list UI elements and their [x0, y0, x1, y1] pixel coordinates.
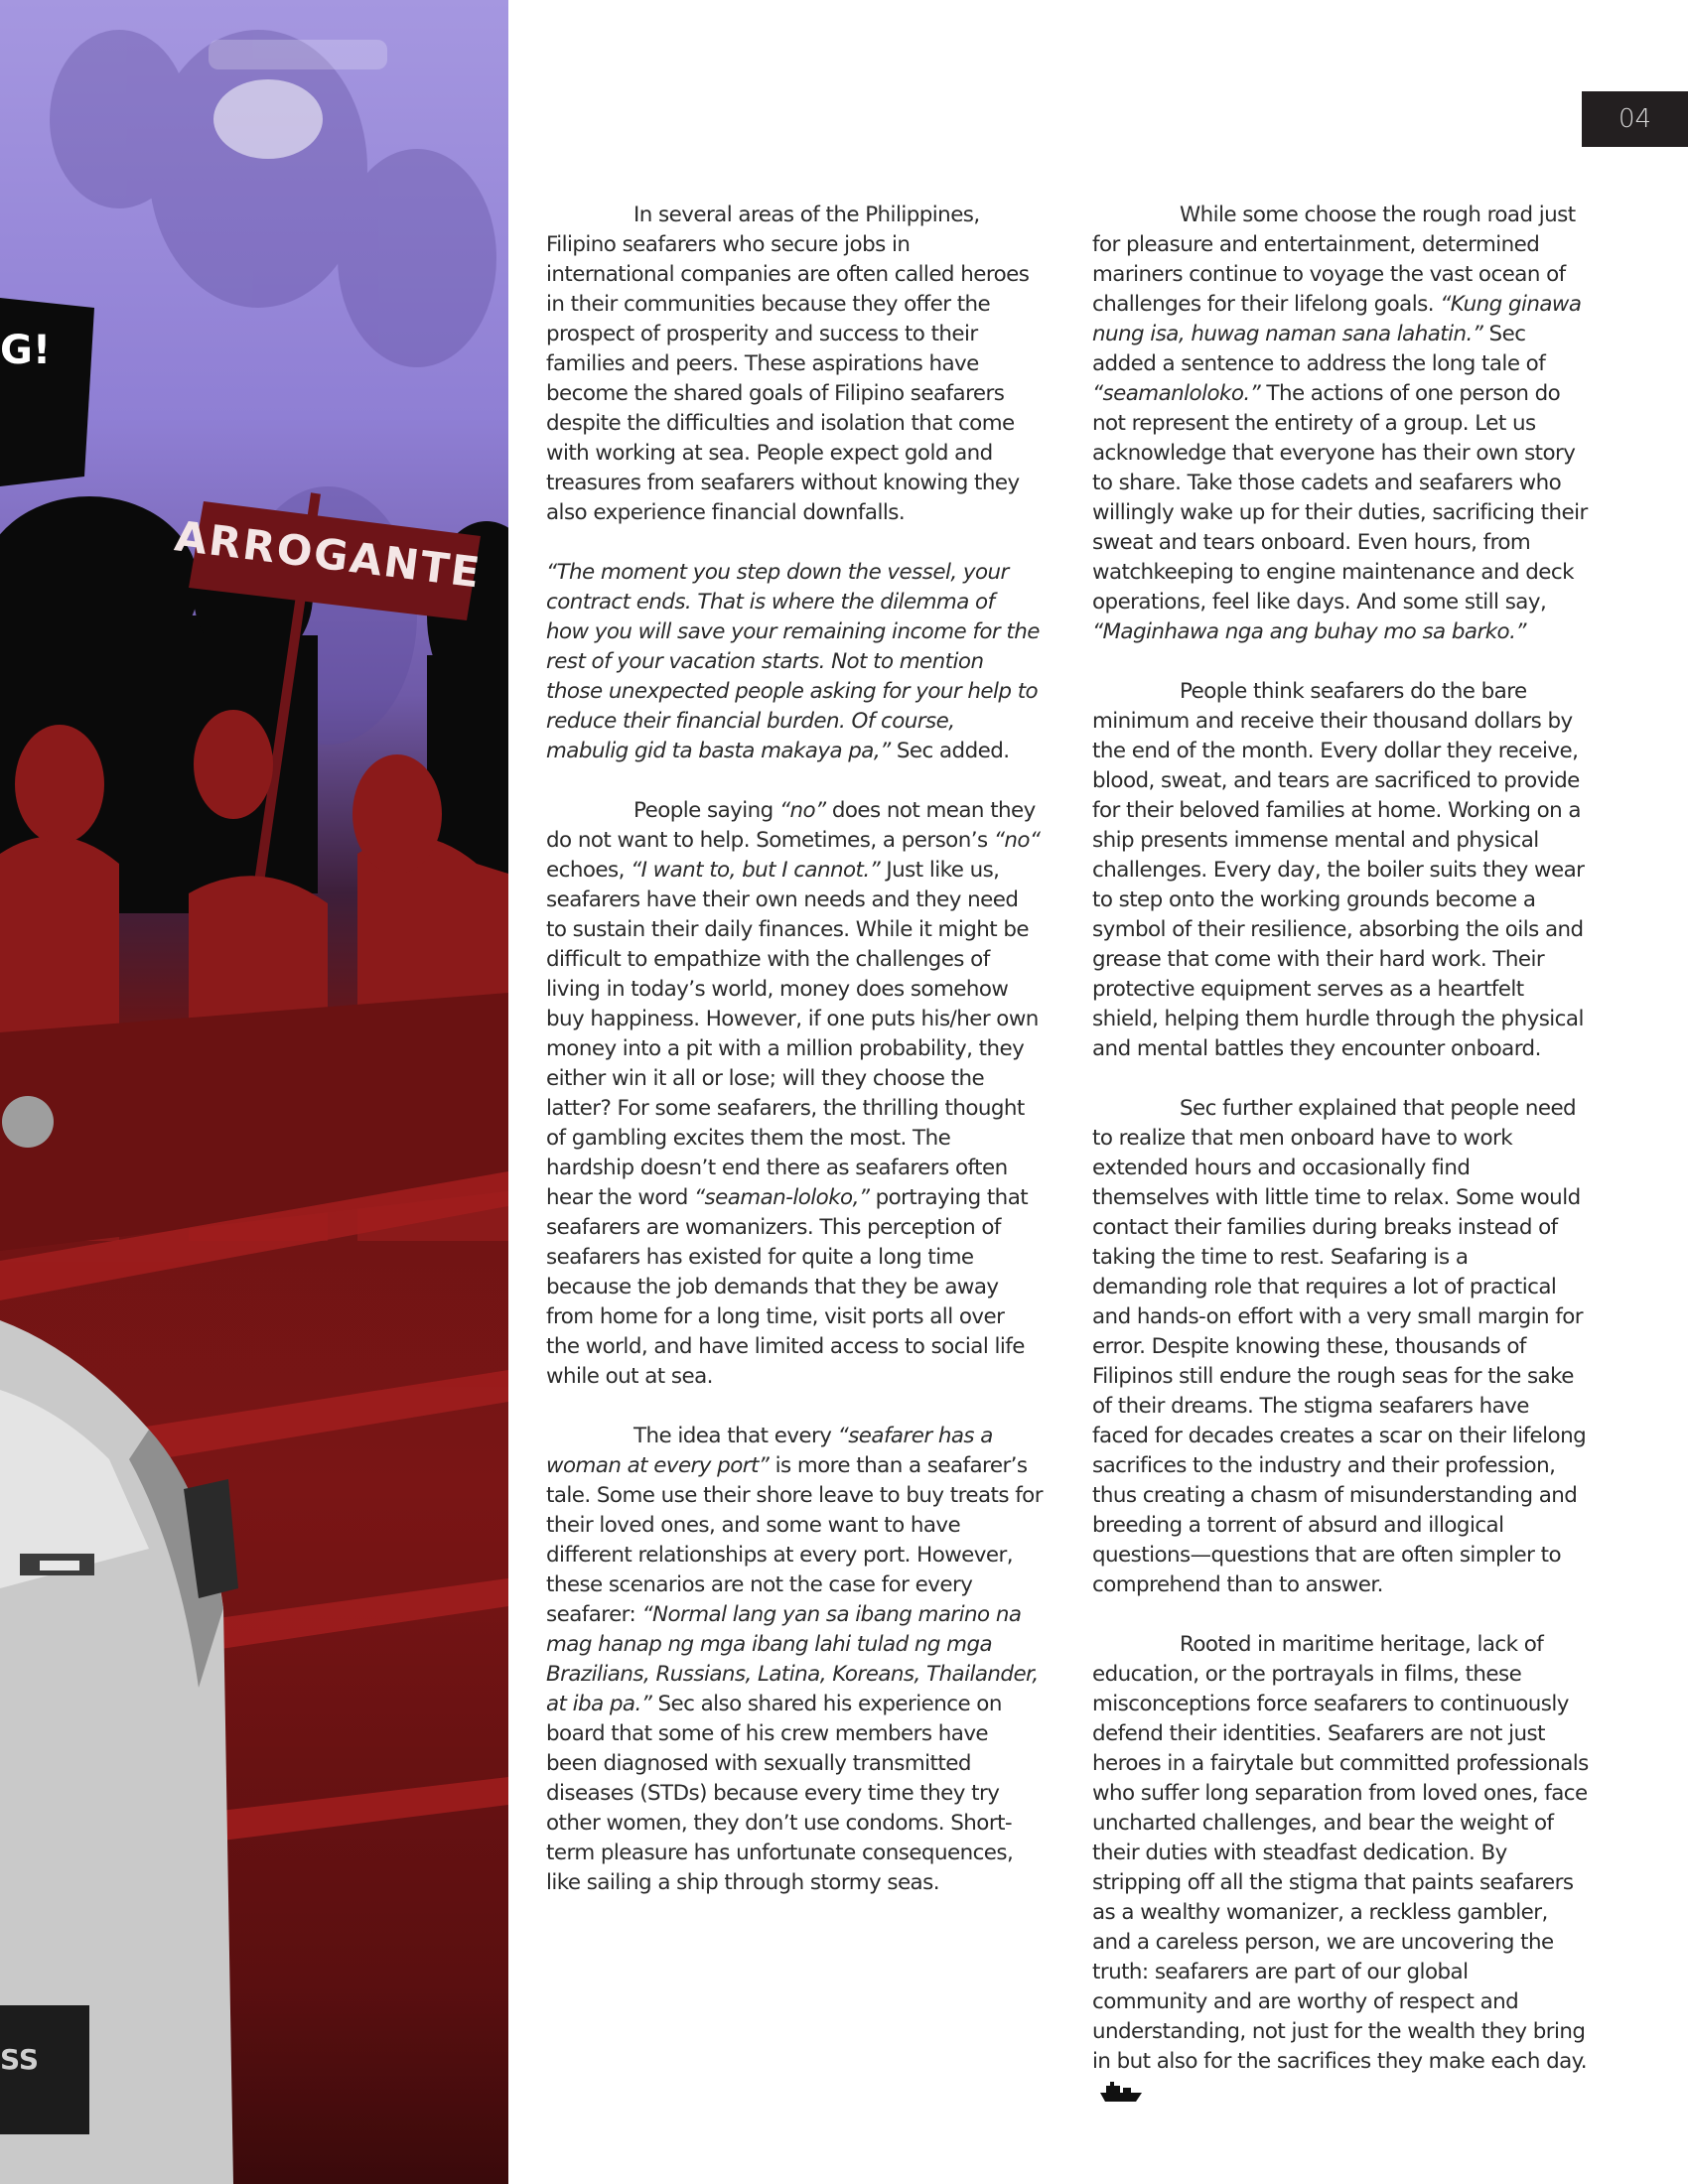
paragraph — [1092, 1630, 1589, 2107]
quoted-text: “Normal lang yan sa ibang marino na mag hanap ng mga ibang lahi tulad ng mga Brazilians, Russians, Latina, Koreans, Thailander, at iba pa.” — [546, 1602, 1039, 1716]
body-text: portraying that seafarers are womanizers. This perception of seafarers has existed for quite a long time because the job demands that they be away from home for a long time, visit ports all over the world, and have limited access to social life while out at sea. — [546, 1185, 1029, 1389]
body-text: The actions of one person do not represent the entirety of a group. Let us acknowledge that everyone has their own story to share. Take those cadets and seafarers who willingly wake up for their duties, sacrificing their sweat and tears onboard. Even hours, from watchkeeping to engine maintenance and deck operations, feel like days. And some still say, — [1092, 381, 1588, 614]
body-text: In several areas of the Philippines, Filipino seafarers who secure jobs in international companies are often called heroes in their communities because they offer the prospect of prosperity and success to their families and peers. These aspirations have become the shared goals of Filipino seafarers despite the difficulties and isolation that come with working at sea. People expect gold and treasures from seafarers without knowing they also experience financial downfalls. — [546, 203, 1030, 525]
quoted-text: “I want to, but I cannot.” — [631, 858, 881, 883]
body-text: Sec further explained that people need to realize that men onboard have to work extended hours and occasionally find themselves with little time to relax. Some would contact their families during breaks instead of taking the time to rest. Seafaring is a demanding role that requires a lot of practical and hands-on effort with a very small margin for error. Despite knowing these, thousands of Filipinos still endure the rough seas for the sake of their dreams. The stigma seafarers have faced for decades creates a scar on their lifelong sacrifices to the industry and their profession, thus creating a chasm of misunderstanding and breeding a torrent of absurd and illogical questions—questions that are often simpler to comprehend than to answer. — [1092, 1096, 1587, 1597]
body-text: echoes, — [546, 858, 632, 883]
body-text: While some choose the rough road just for pleasure and entertainment, determined mariners continue to voyage the vast ocean of challenges for their lifelong goals. — [1092, 203, 1576, 317]
article-column-right — [1092, 201, 1589, 2136]
paragraph — [1092, 677, 1589, 1064]
paragraph — [546, 796, 1043, 1392]
body-text: People saying — [633, 798, 779, 823]
ship-icon — [1098, 2081, 1144, 2103]
quoted-text: “no“ — [993, 828, 1041, 853]
quoted-text: “seaman-loloko,” — [694, 1185, 870, 1210]
body-text: does not mean they do not want to help. Sometimes, a person’s — [546, 798, 1036, 853]
quoted-text: “no” — [778, 798, 826, 823]
paragraph — [1092, 201, 1589, 647]
cover-illustration — [0, 0, 508, 2184]
quoted-text: “Maginhawa nga ang buhay mo sa barko.” — [1092, 619, 1526, 644]
body-text: Sec added. — [890, 739, 1010, 763]
paragraph — [546, 1422, 1043, 1898]
body-text: Sec also shared his experience on board that some of his crew members have been diagnosed with sexually transmitted diseases (STDs) because every time they try other women, they don’t use condoms. Short-term pleasure has unfortunate consequences, like sailing a ship through stormy seas. — [546, 1692, 1014, 1895]
quoted-text: “Kung ginawa nung isa, huwag naman sana lahatin.” — [1092, 292, 1582, 346]
paragraph — [1092, 1094, 1589, 1600]
body-text: Sec added a sentence to address the long tale of — [1092, 322, 1546, 376]
quoted-text: “seamanloloko.” — [1092, 381, 1261, 406]
quoted-text: “seafarer has a woman at every port” — [546, 1424, 993, 1478]
article-column-left — [546, 201, 1043, 1928]
body-text: Just like us, seafarers have their own needs and they need to sustain their daily finances. While it might be difficult to empathize with the challenges of living in today’s world, money does somehow buy happiness. However, if one puts his/her own money into a pit with a million probability, they either win it all or lose; will they choose the latter? For some seafarers, the thrilling thought of gambling excites them the most. The hardship doesn’t end there as seafarers often hear the word — [546, 858, 1039, 1210]
body-text: is more than a seafarer’s tale. Some use their shore leave to buy treats for their loved ones, and some want to have different relationships at every port. However, these scenarios are not the case for every seafarer: — [546, 1453, 1043, 1627]
protest-crowd-illustration — [0, 0, 508, 2184]
banner-partial-text: G! — [0, 328, 52, 373]
body-text: The idea that every — [633, 1424, 838, 1448]
body-text: Rooted in maritime heritage, lack of education, or the portrayals in films, these misconceptions force seafarers to continuously defend their identities. Seafarers are not just heroes in a fairytale but committed professionals who suffer long separation from loved ones, face uncharted challenges, and bear the weight of their duties with steadfast dedication. By stripping off all the stigma that paints seafarers as a wealthy womanizer, a reckless gambler, and a careless person, we are uncovering the truth: seafarers are part of our global community and are worthy of respect and understanding, not just for the wealth they bring in but also for the sacrifices they make each day. — [1092, 1632, 1589, 2074]
body-text: People think seafarers do the bare minimum and receive their thousand dollars by the end of the month. Every dollar they receive, blood, sweat, and tears are sacrificed to provide for their beloved families at home. Working on a ship presents immense mental and physical challenges. Every day, the boiler suits they wear to step onto the working grounds become a symbol of their resilience, absorbing the oils and grease that come with their hard work. Their protective equipment serves as a heartfelt shield, helping them hurdle through the physical and mental battles they encounter onboard. — [1092, 679, 1585, 1061]
quoted-text: “The moment you step down the vessel, your contract ends. That is where the dilemma of how you will save your remaining income for the rest of your vacation starts. Not to mention those unexpected people asking for your help to reduce their financial burden. Of course, mabulig gid ta basta makaya pa,” — [546, 560, 1040, 763]
paragraph — [546, 201, 1043, 528]
paragraph — [546, 558, 1043, 766]
id-badge-text: SS — [0, 2043, 40, 2076]
protest-sign-label: ARROGANTE — [172, 510, 485, 598]
page-number: 04 — [1582, 91, 1688, 147]
